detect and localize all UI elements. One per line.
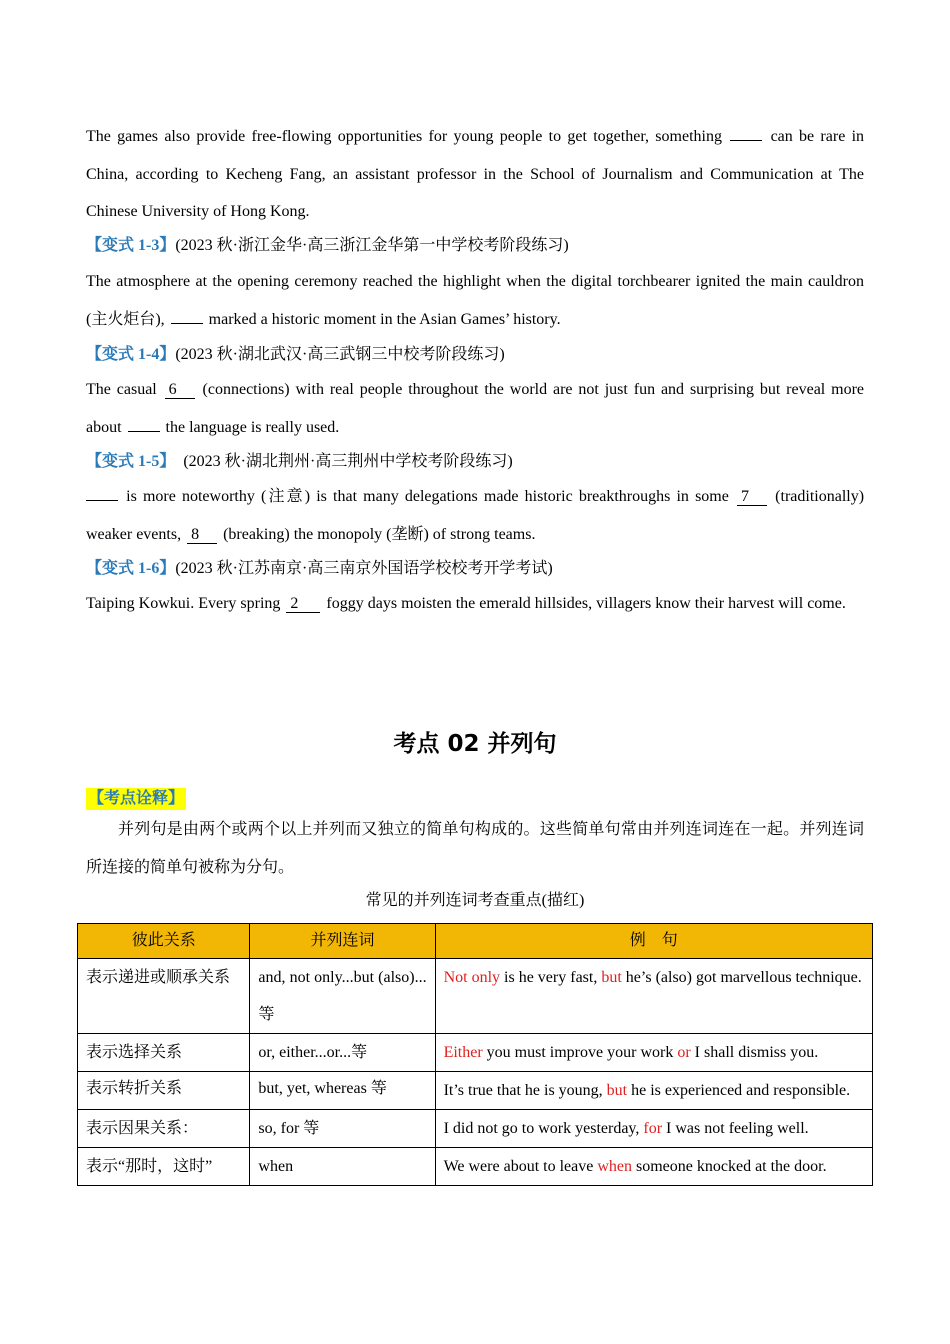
- text: (connections) with real people throughout the world are not just fun and surprising but reveal more about: [86, 381, 865, 436]
- variant-1-3-header: [86, 235, 864, 257]
- conjunction-cell: and, not only...but (also)...等: [250, 959, 435, 1034]
- variant-label: 【变式 1-3】: [86, 237, 176, 254]
- variant-1-3-text: [86, 263, 864, 338]
- table-row: [78, 1148, 873, 1186]
- highlight-word: or: [677, 1044, 691, 1061]
- relation-cell: 表示“那时，这时”: [78, 1148, 250, 1186]
- table-caption: 常见的并列连词考查重点(描红): [365, 892, 585, 909]
- example-cell: [435, 1148, 872, 1186]
- highlight-word: Either: [443, 1044, 483, 1061]
- variant-label: 【变式 1-4】: [86, 346, 176, 363]
- text: We were about to leave: [443, 1158, 598, 1175]
- text: Taiping Kowkui. Every spring: [86, 595, 281, 612]
- variant-1-6-text: [86, 585, 864, 623]
- example-cell: [435, 1034, 872, 1072]
- text: The games also provide free-flowing opportunities for young people to get together, something: [86, 128, 722, 145]
- table-header-row: [78, 924, 873, 959]
- text: someone knocked at the door.: [631, 1158, 827, 1175]
- variant-source: (2023 秋·湖北荆州·高三荆州中学校考阶段练习): [183, 453, 513, 470]
- table-row: [78, 959, 873, 1034]
- variant-source: (2023 秋·湖北武汉·高三武钢三中校考阶段练习): [175, 346, 505, 363]
- text: I shall dismiss you.: [690, 1044, 819, 1061]
- variant-1-5-header: [86, 451, 864, 473]
- variant-1-4-text: [86, 371, 864, 446]
- conjunction-cell: or, either...or...等: [250, 1034, 435, 1072]
- highlight-word: but: [601, 969, 622, 986]
- table-row: [78, 1034, 873, 1072]
- text: is more noteworthy (注意) is that many delegations made historic breakthroughs in some: [126, 488, 729, 505]
- text: is he very fast,: [500, 969, 602, 986]
- variant-label: 【变式 1-5】: [86, 453, 176, 470]
- paragraph-games: [86, 118, 864, 231]
- text: (breaking) the monopoly (垄断) of strong teams.: [223, 525, 536, 543]
- answer-number: 2: [286, 596, 320, 613]
- text: can be rare in China, according to Kecheng Fang, an assistant professor in the School of Journalism and Communication at The Chinese University of Hong Kong.: [86, 128, 865, 220]
- text: the language is really used.: [165, 418, 340, 436]
- answer-blank: [171, 309, 203, 324]
- example-cell: [435, 1110, 872, 1148]
- text: he’s (also) got marvellous technique.: [621, 969, 862, 986]
- text: foggy days moisten the emerald hillsides, villagers know their harvest will come.: [326, 595, 846, 612]
- table-header: 例 句: [435, 924, 872, 959]
- variant-1-4-header: [86, 344, 864, 366]
- highlight-word: Not only: [443, 969, 501, 986]
- variant-source: (2023 秋·浙江金华·高三浙江金华第一中学校考阶段练习): [175, 237, 569, 254]
- example-cell: [435, 959, 872, 1034]
- table-row: [78, 1110, 873, 1148]
- conjunction-table: [77, 923, 873, 1186]
- text: he is experienced and responsible.: [627, 1082, 851, 1099]
- highlight-word: but: [606, 1082, 628, 1099]
- text: you must improve your work: [482, 1044, 678, 1061]
- answer-number: 7: [737, 489, 767, 506]
- answer-blank: [86, 486, 118, 501]
- answer-number: 6: [165, 382, 195, 399]
- example-cell: [435, 1072, 872, 1110]
- variant-label: 【变式 1-6】: [86, 560, 176, 577]
- variant-1-5-text: [86, 478, 864, 553]
- section-title: 考点 02 并列句: [393, 731, 557, 757]
- text: (traditionally) weaker events,: [86, 488, 865, 543]
- highlight-word: when: [597, 1158, 632, 1175]
- explanation-badge: 【考点诠释】: [86, 788, 186, 810]
- text: The casual: [86, 381, 157, 398]
- relation-cell: 表示转折关系: [78, 1072, 250, 1110]
- answer-blank: [128, 417, 160, 432]
- relation-cell: 表示递进或顺承关系: [78, 959, 250, 1034]
- conjunction-cell: but, yet, whereas 等: [250, 1072, 435, 1110]
- text: I did not go to work yesterday,: [443, 1120, 644, 1137]
- conjunction-cell: so, for 等: [250, 1110, 435, 1148]
- text: I was not feeling well.: [662, 1120, 809, 1137]
- relation-cell: 表示选择关系: [78, 1034, 250, 1072]
- answer-blank: [730, 126, 762, 141]
- text: The atmosphere at the opening ceremony reached the highlight when the digital torchbearer ignited the main cauldron (主火炬台),: [86, 273, 864, 328]
- relation-cell: 表示因果关系：: [78, 1110, 250, 1148]
- variant-source: (2023 秋·江苏南京·高三南京外国语学校校考开学考试): [175, 560, 553, 577]
- text: It’s true that he is young,: [443, 1082, 607, 1099]
- text: marked a historic moment in the Asian Games’ history.: [208, 310, 561, 328]
- variant-1-6-header: [86, 558, 864, 580]
- table-header: 并列连词: [250, 924, 435, 959]
- answer-number: 8: [187, 527, 217, 544]
- conjunction-cell: when: [250, 1148, 435, 1186]
- table-header: 彼此关系: [78, 924, 250, 959]
- highlight-word: for: [643, 1120, 663, 1137]
- section-intro: 并列句是由两个或两个以上并列而又独立的简单句构成的。这些简单句常由并列连词连在一起。并列连词所连接的简单句被称为分句。: [86, 821, 864, 876]
- table-row: [78, 1072, 873, 1110]
